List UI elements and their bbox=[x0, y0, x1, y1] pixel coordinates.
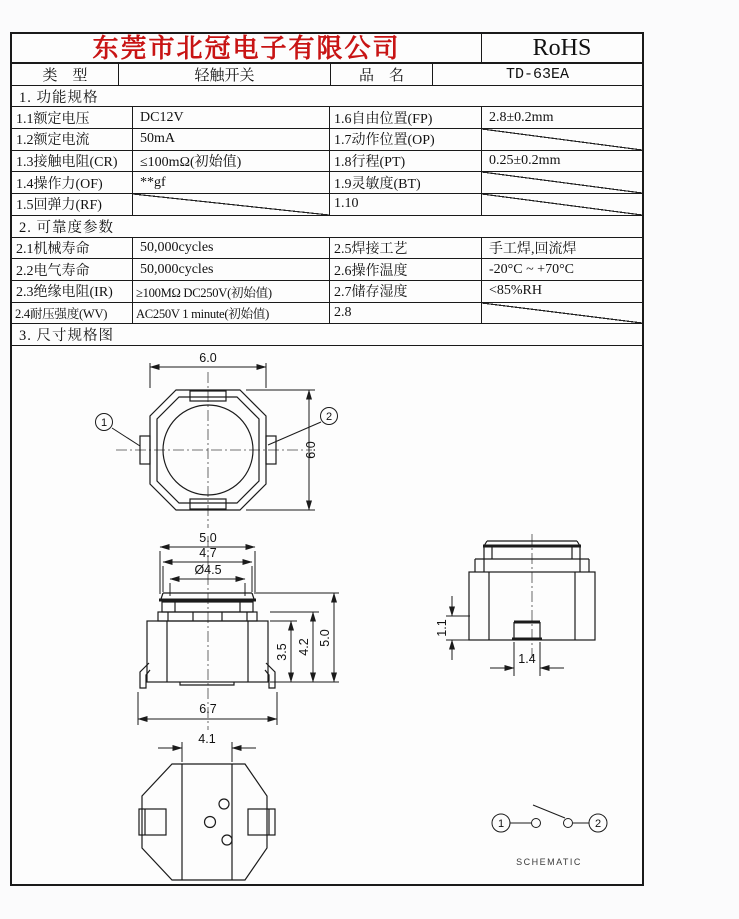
company-title bbox=[12, 34, 482, 62]
dimension-drawings bbox=[12, 346, 642, 885]
part-number: TD-63EA bbox=[505, 65, 569, 83]
spec-row-1-2 bbox=[12, 129, 642, 151]
schematic-pin2: 2 bbox=[594, 817, 602, 830]
front-dim-3-5-label: 3.5 bbox=[275, 643, 289, 661]
schematic-drawing bbox=[492, 805, 607, 867]
spec-label: 1.7动作位置(OP) bbox=[330, 129, 482, 150]
spec-row-2-1 bbox=[12, 238, 642, 260]
spec-row-2-2 bbox=[12, 259, 642, 281]
company-title-text: 东莞市北冠电子有限公司 bbox=[84, 34, 408, 62]
section3-header-row bbox=[12, 324, 642, 346]
spec-value: 手工焊,回流焊 bbox=[489, 241, 577, 257]
spec-label: 1.3接触电阻(CR) bbox=[12, 151, 133, 172]
section3-title: 3. 尺寸规格图 bbox=[19, 328, 114, 345]
spec-value: DC12V bbox=[133, 107, 330, 128]
name-label: 品 名 bbox=[331, 64, 433, 85]
section1-title: 1. 功能规格 bbox=[19, 89, 99, 106]
type-label: 类 型 bbox=[12, 64, 119, 85]
spec-label: 1.5回弹力(RF) bbox=[12, 194, 133, 215]
spec-label: 2.6操作温度 bbox=[330, 259, 482, 280]
front-dim-5-0-height-label: 5.0 bbox=[318, 629, 332, 647]
spec-row-1-1 bbox=[12, 107, 642, 129]
schematic-label: SCHEMATIC bbox=[516, 856, 582, 867]
spec-row-1-5 bbox=[12, 194, 642, 216]
type-value: 轻触开关 bbox=[119, 64, 331, 85]
spec-value: AC250V 1 minute(初始值) bbox=[133, 303, 330, 324]
spec-value: 50,000cycles bbox=[133, 259, 330, 280]
drawing-area bbox=[12, 346, 642, 885]
spec-value: -20°C ~ +70°C bbox=[489, 261, 575, 277]
rohs-label: RoHS bbox=[532, 34, 592, 61]
section1-header-row bbox=[12, 86, 642, 108]
spec-value-empty bbox=[482, 172, 642, 193]
spec-label: 2.4耐压强度(WV) bbox=[12, 303, 133, 324]
spec-label: 2.3绝缘电阻(IR) bbox=[12, 281, 133, 302]
pin1-callout: 1 bbox=[100, 416, 108, 429]
spec-label: 1.8行程(PT) bbox=[330, 151, 482, 172]
front-dim-4-7-label: 4.7 bbox=[199, 545, 217, 560]
section2-title: 2. 可靠度参数 bbox=[19, 219, 114, 236]
spec-label: 1.2额定电流 bbox=[12, 129, 133, 150]
spec-row-2-3 bbox=[12, 281, 642, 303]
front-dim-6-7-label: 6.7 bbox=[199, 701, 217, 716]
spec-row-2-4 bbox=[12, 303, 642, 325]
spec-value: 50,000cycles bbox=[133, 238, 330, 259]
front-dim-4-2-label: 4.2 bbox=[297, 638, 311, 656]
side-dim-1-1-label: 1.1 bbox=[435, 619, 449, 637]
spec-label: 1.4操作力(OF) bbox=[12, 172, 133, 193]
pin2-callout: 2 bbox=[325, 410, 333, 423]
spec-row-1-4 bbox=[12, 172, 642, 194]
spec-value: 2.8±0.2mm bbox=[489, 109, 554, 125]
spec-value-empty bbox=[133, 194, 330, 215]
top-view-height-label: 6.0 bbox=[304, 441, 318, 459]
spec-value-empty bbox=[482, 194, 642, 215]
spec-value: <85%RH bbox=[489, 283, 543, 299]
top-view-drawing bbox=[96, 351, 338, 528]
product-row bbox=[12, 64, 642, 86]
spec-value: ≤100mΩ(初始值) bbox=[133, 151, 330, 172]
spec-sheet-frame bbox=[10, 32, 644, 886]
spec-value: ≥100MΩ DC250V(初始值) bbox=[133, 281, 330, 302]
spec-label: 1.9灵敏度(BT) bbox=[330, 172, 482, 193]
front-view-drawing bbox=[138, 531, 339, 730]
spec-value-empty bbox=[482, 129, 642, 150]
top-view-width-label: 6.0 bbox=[199, 350, 217, 365]
spec-value: 50mA bbox=[133, 129, 330, 150]
spec-value: **gf bbox=[133, 172, 330, 193]
front-dim-5-0-label: 5.0 bbox=[199, 530, 217, 545]
spec-label: 2.2电气寿命 bbox=[12, 259, 133, 280]
spec-value-empty bbox=[482, 303, 642, 324]
spec-label: 2.1机械寿命 bbox=[12, 238, 133, 259]
spec-label: 1.6自由位置(FP) bbox=[330, 107, 482, 128]
bottom-dim-4-1-label: 4.1 bbox=[198, 731, 216, 746]
spec-label: 1.1额定电压 bbox=[12, 107, 133, 128]
spec-label: 2.5焊接工艺 bbox=[330, 238, 482, 259]
spec-label: 1.10 bbox=[330, 194, 482, 215]
side-dim-1-4-label: 1.4 bbox=[518, 651, 536, 666]
spec-row-1-3 bbox=[12, 151, 642, 173]
front-dim-4-5-label: Ø4.5 bbox=[194, 562, 222, 577]
spec-value: 0.25±0.2mm bbox=[489, 153, 561, 169]
header-row bbox=[12, 34, 642, 64]
side-view-drawing bbox=[435, 534, 595, 676]
spec-label: 2.7储存湿度 bbox=[330, 281, 482, 302]
section2-header-row bbox=[12, 216, 642, 238]
spec-label: 2.8 bbox=[330, 303, 482, 324]
bottom-view-drawing bbox=[139, 732, 275, 880]
schematic-pin1: 1 bbox=[497, 817, 505, 830]
